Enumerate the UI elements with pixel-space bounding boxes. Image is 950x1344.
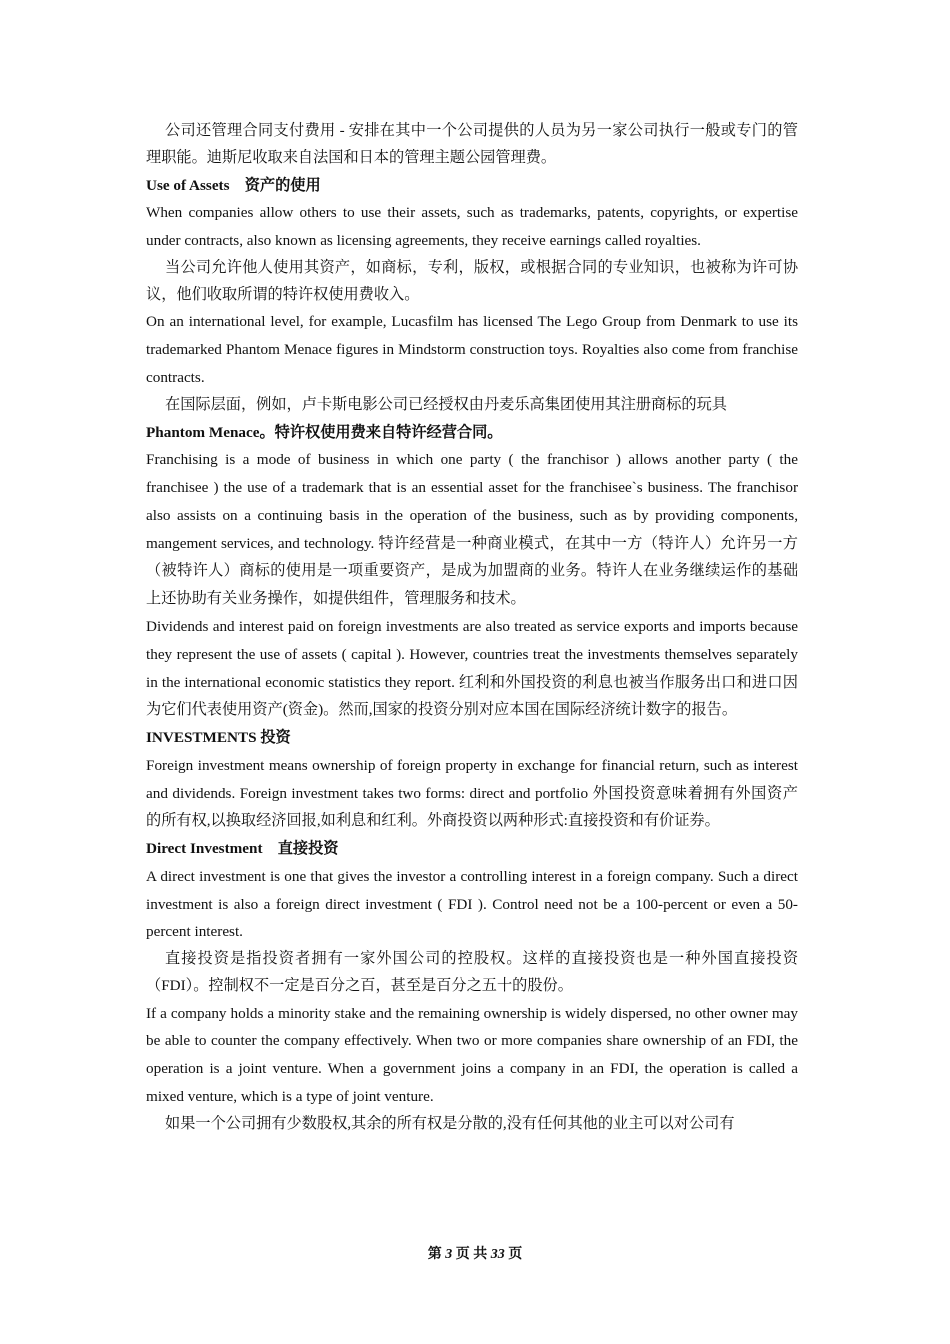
line-phantom-menace: Phantom Menace。特许权使用费来自特许经营合同。: [146, 423, 503, 441]
footer-prefix: 第: [427, 1247, 442, 1262]
heading-use-of-assets: Use of Assets 资产的使用: [146, 176, 321, 194]
footer-suffix: 页: [508, 1247, 523, 1262]
document-body: [146, 118, 798, 1138]
paragraph-minority-stake-zh: 如果一个公司拥有少数股权,其余的所有权是分散的,没有任何其他的业主可以对公司有: [165, 1114, 735, 1132]
heading-direct-investment: Direct Investment 直接投资: [146, 840, 339, 858]
paragraph-direct-investment-en: A direct investment is one that gives the investor a controlling interest in a foreign company. Such a direct investment is also a foreign direct investment ( FDI ). Control need not be a 100-percent or even a 50-percent interest.: [146, 867, 798, 941]
footer-middle: 页 共: [455, 1247, 488, 1262]
paragraph-lucasfilm-en: On an international level, for example, Lucasfilm has licensed The Lego Group from Denmark to use its trademarked Phantom Menace figures in Mindstorm construction toys. Royalties also come from franchise contracts.: [146, 313, 798, 386]
paragraph-foreign-investment: Foreign investment means ownership of foreign property in exchange for financial return, such as interest and dividends. Foreign investment takes two forms: direct and portfolio 外国投资意味着拥有外国资产的所有权,以换取经济回报,如利息和红利。外商投资以两种形式:直接投资和有价证券。: [146, 756, 798, 830]
heading-investments: INVESTMENTS 投资: [146, 729, 291, 747]
footer-total-pages: 33: [490, 1247, 505, 1262]
paragraph-franchising: Franchising is a mode of business in which one party ( the franchisor ) allows another party ( the franchisee ) the use of a trademark that is an essential asset for the franchisee`s business. The franchisor also assists on a continuing basis in the operation of the business, such as by providing components, mangement services, and technology. 特许经营是一种商业模式，在其中一方（特许人）允许另一方（被特许人）商标的使用是一项重要资产，是成为加盟商的业务。特许人在业务继续运作的基础上还协助有关业务操作，如提供组件，管理服务和技术。: [146, 451, 798, 608]
paragraph-dividends: Dividends and interest paid on foreign investments are also treated as service exports and imports because they represent the use of assets ( capital ). However, countries treat the investments themselves separately in the international economic statistics they report. 红利和外国投资的利息也被当作服务出口和进口因为它们代表使用资产(资金)。然而,国家的投资分别对应本国在国际经济统计数字的报告。: [146, 617, 798, 719]
paragraph-lucasfilm-zh: 在国际层面，例如，卢卡斯电影公司已经授权由丹麦乐高集团使用其注册商标的玩具: [165, 395, 727, 413]
paragraph-royalties-zh: 当公司允许他人使用其资产，如商标，专利，版权，或根据合同的专业知识，也被称为许可协议，他们收取所谓的特许权使用费收入。: [146, 258, 798, 303]
paragraph-minority-stake-en: If a company holds a minority stake and the remaining ownership is widely dispersed, no other owner may be able to counter the company effectively. When two or more companies share ownership of an FDI, the operation is a joint venture. When a government joins a company in an FDI, the operation is called a mixed venture, which is a type of joint venture.: [146, 1004, 798, 1106]
paragraph-direct-investment-zh: 直接投资是指投资者拥有一家外国公司的控股权。这样的直接投资也是一种外国直接投资（FDI）。控制权不一定是百分之百，甚至是百分之五十的股份。: [146, 950, 798, 994]
paragraph-royalties-en: When companies allow others to use their assets, such as trademarks, patents, copyrights, or expertise under contracts, also known as licensing agreements, they receive earnings called royalties.: [146, 204, 798, 249]
paragraph-management-fees: 公司还管理合同支付费用 - 安排在其中一个公司提供的人员为另一家公司执行一般或专门的管理职能。迪斯尼收取来自法国和日本的管理主题公园管理费。: [146, 122, 798, 166]
footer-page-number: 3: [445, 1247, 453, 1262]
page-footer: [0, 1243, 950, 1263]
